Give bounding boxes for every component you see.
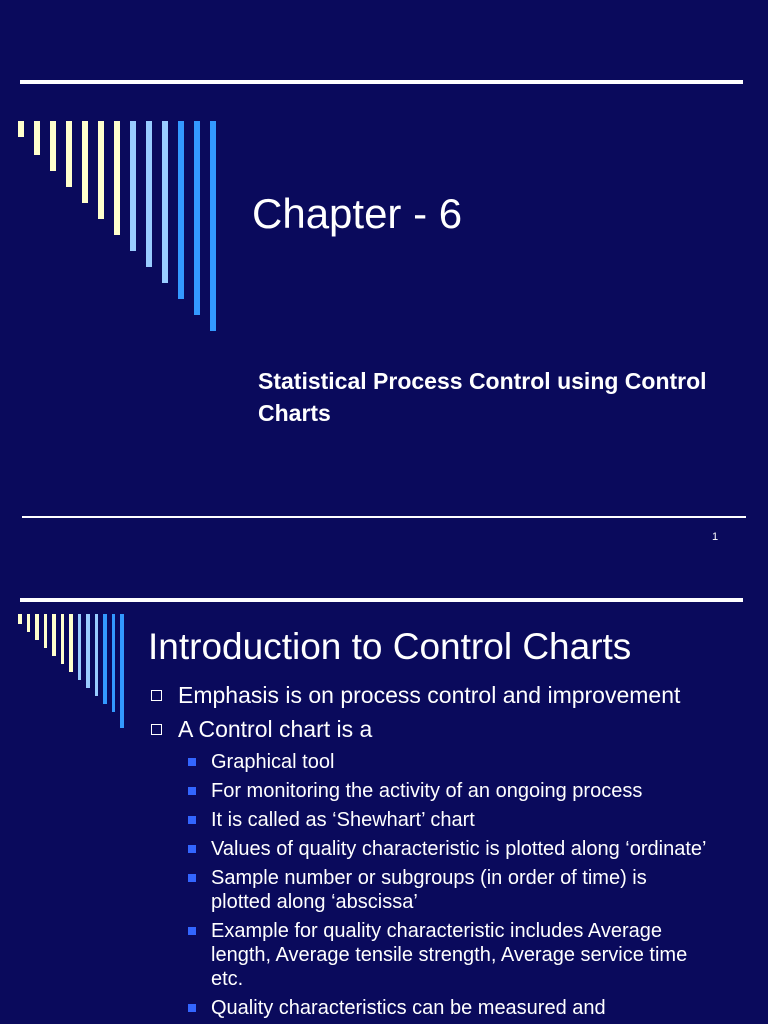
- decorative-stripes: [18, 121, 218, 341]
- sub-list-item-text: Quality characteristics can be measured and: [211, 997, 606, 1019]
- hollow-square-bullet-icon: [151, 690, 162, 701]
- decorative-stripe: [82, 121, 88, 203]
- sub-list-item: [148, 866, 708, 914]
- slide-title-2: Introduction to Control Charts: [148, 626, 632, 667]
- decorative-stripe: [112, 614, 116, 712]
- sub-list-item: [148, 750, 708, 774]
- decorative-stripe: [98, 121, 104, 219]
- sub-list-item-text: Values of quality characteristic is plotted along ‘ordinate’: [211, 838, 707, 860]
- sub-list-item-text: It is called as ‘Shewhart’ chart: [211, 809, 475, 831]
- list-item-text: Emphasis is on process control and improvement: [178, 682, 681, 708]
- list-item: [148, 712, 758, 746]
- filled-square-bullet-icon: [188, 758, 196, 766]
- sub-list-item: [148, 779, 708, 803]
- decorative-stripe: [50, 121, 56, 171]
- decorative-stripe: [86, 614, 90, 688]
- decorative-stripe: [178, 121, 184, 299]
- decorative-stripe: [194, 121, 200, 315]
- decorative-stripe: [18, 121, 24, 137]
- decorative-stripe: [210, 121, 216, 331]
- sub-list-item-text: Example for quality characteristic includes Average length, Average tensile strength, Average service time etc.: [211, 920, 688, 990]
- slide-title: Chapter - 6: [252, 190, 463, 237]
- list-item: [148, 678, 758, 712]
- bottom-rule: [22, 516, 746, 518]
- decorative-stripe: [78, 614, 82, 680]
- decorative-stripe: [114, 121, 120, 235]
- decorative-stripe: [120, 614, 124, 728]
- decorative-stripe: [44, 614, 48, 648]
- sub-list-item-text: Sample number or subgroups (in order of time) is plotted along ‘abscissa’: [211, 867, 647, 913]
- decorative-stripe: [95, 614, 99, 696]
- decorative-stripe: [103, 614, 107, 704]
- decorative-stripe: [69, 614, 73, 672]
- bullet-list: [148, 678, 758, 1020]
- decorative-stripe: [162, 121, 168, 283]
- decorative-stripe: [35, 614, 39, 640]
- sub-list-item: [148, 919, 708, 991]
- decorative-stripe: [52, 614, 56, 656]
- filled-square-bullet-icon: [188, 787, 196, 795]
- decorative-stripe: [34, 121, 40, 155]
- decorative-stripe: [66, 121, 72, 187]
- sub-list-item: [148, 837, 708, 861]
- hollow-square-bullet-icon: [151, 724, 162, 735]
- sub-list-item: [148, 808, 708, 832]
- sub-list-item-text: Graphical tool: [211, 751, 335, 773]
- list-item-text: A Control chart is a: [178, 716, 373, 742]
- filled-square-bullet-icon: [188, 1004, 196, 1012]
- page-number: 1: [712, 531, 719, 543]
- filled-square-bullet-icon: [188, 927, 196, 935]
- decorative-stripe: [61, 614, 65, 664]
- slide-subtitle: Statistical Process Control using Control Charts: [258, 368, 707, 426]
- decorative-stripe: [27, 614, 31, 632]
- top-rule: [20, 80, 743, 84]
- filled-square-bullet-icon: [188, 874, 196, 882]
- sub-list-item: [148, 996, 708, 1020]
- decorative-stripe: [146, 121, 152, 267]
- filled-square-bullet-icon: [188, 816, 196, 824]
- decorative-stripe: [130, 121, 136, 251]
- decorative-stripe: [18, 614, 22, 624]
- sub-list-item-text: For monitoring the activity of an ongoing process: [211, 780, 643, 802]
- filled-square-bullet-icon: [188, 845, 196, 853]
- decorative-stripes-2: [18, 614, 138, 744]
- top-rule-2: [20, 598, 743, 602]
